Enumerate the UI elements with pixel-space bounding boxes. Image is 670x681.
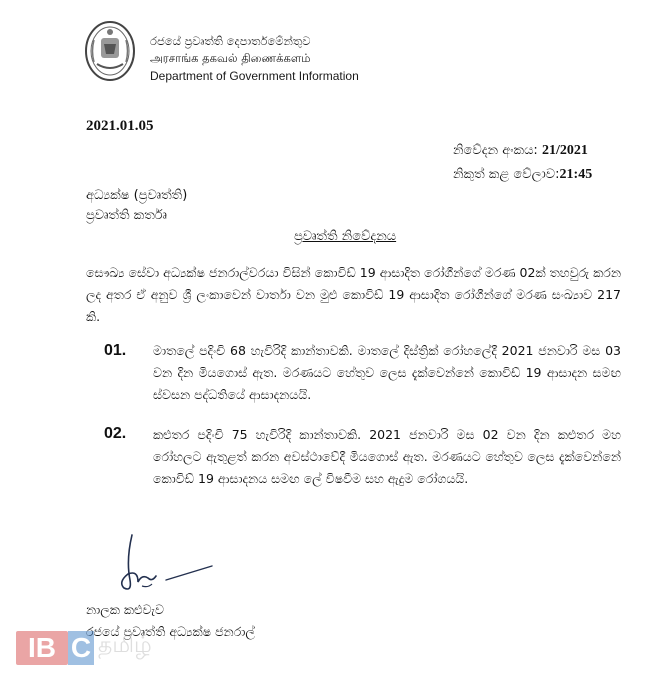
release-date: 2021.01.05 <box>86 118 154 134</box>
release-time-value: 21:45 <box>559 167 593 182</box>
handwritten-signature <box>112 530 222 605</box>
header-english: Department of Government Information <box>150 69 359 83</box>
header-sinhala: රජයේ ප්‍රවෘත්ති දෙපාර්තමේන්තුව <box>150 34 311 48</box>
header-tamil: அரசாங்க தகவல் திணைக்களம் <box>150 51 311 65</box>
item-text-1: මාතලේ පදිංචි 68 හැවිරිදි කාන්තාවකි. මාතලේ දිස්ත්‍රික් රෝහලේදී 2021 ජනවාරි මස 03 වන දින මියගොස් ඇත. මරණයට හේතුව ලෙස දැක්වෙන්නේ කොවිඩ් 19 ආසාදන සමඟ ස්වසන පද්ධතියේ ආසාදනයයි. <box>153 343 621 402</box>
government-emblem <box>84 20 136 82</box>
signatory-name: නාලක කළුවැව <box>86 602 164 617</box>
watermark-tamil: தமிழ் <box>98 633 152 658</box>
recipient-line-2: ප්‍රවෘත්ති කර්තෘ <box>86 208 167 223</box>
document-title: ප්‍රවෘත්ති නිවේදනය <box>294 229 397 244</box>
release-time <box>453 167 592 183</box>
signatory-title: රජයේ ප්‍රවෘත්ති අධ්‍යක්ෂ ජනරාල් <box>86 624 255 639</box>
release-time-label: නිකුත් කළ වේලාව: <box>453 167 560 182</box>
ibc-watermark-logo <box>16 631 176 665</box>
intro-paragraph: සෞඛ්‍ය සේවා අධ්‍යක්ෂ ජනරාල්වරයා විසින් කොවිඩ් 19 ආසාදිත රෝගීන්ගේ මරණ 02ක් තහවුරු කරන ලද අතර ඒ අනුව ශ්‍රී ලංකාවෙන් වාර්තා වන මුළු කොවිඩ් 19 ආසාදිත රෝගීන්ගේ මරණ සංඛ්‍යාව 217 කි. <box>86 265 621 324</box>
item-number-2: 02. <box>104 425 127 442</box>
watermark-c: C <box>68 631 94 665</box>
item-number-1: 01. <box>104 342 127 359</box>
item-text-2: කළුතර පදිංචි 75 හැවිරිදි කාන්තාවකි. 2021 ජනවාරි මස 02 වන දින කළුතර මහ රෝහලට ඇතුළත් කරන අවස්ථාවේදී මියගොස් ඇත. මරණයට හේතුව ලෙස දැක්වෙන්නේ කොවිඩ් 19 ආසාදනය සමඟ ලේ විෂවීම සහ ඇදුම රෝගයයි. <box>153 427 621 486</box>
recipient-line-1: අධ්‍යක්ෂ (ප්‍රවෘත්ති) <box>86 188 188 203</box>
release-number-value: 21/2021 <box>541 143 588 158</box>
release-number-label: නිවේදන අංකය: <box>453 143 542 158</box>
release-number <box>453 143 588 159</box>
watermark-ib: IB <box>16 631 68 665</box>
